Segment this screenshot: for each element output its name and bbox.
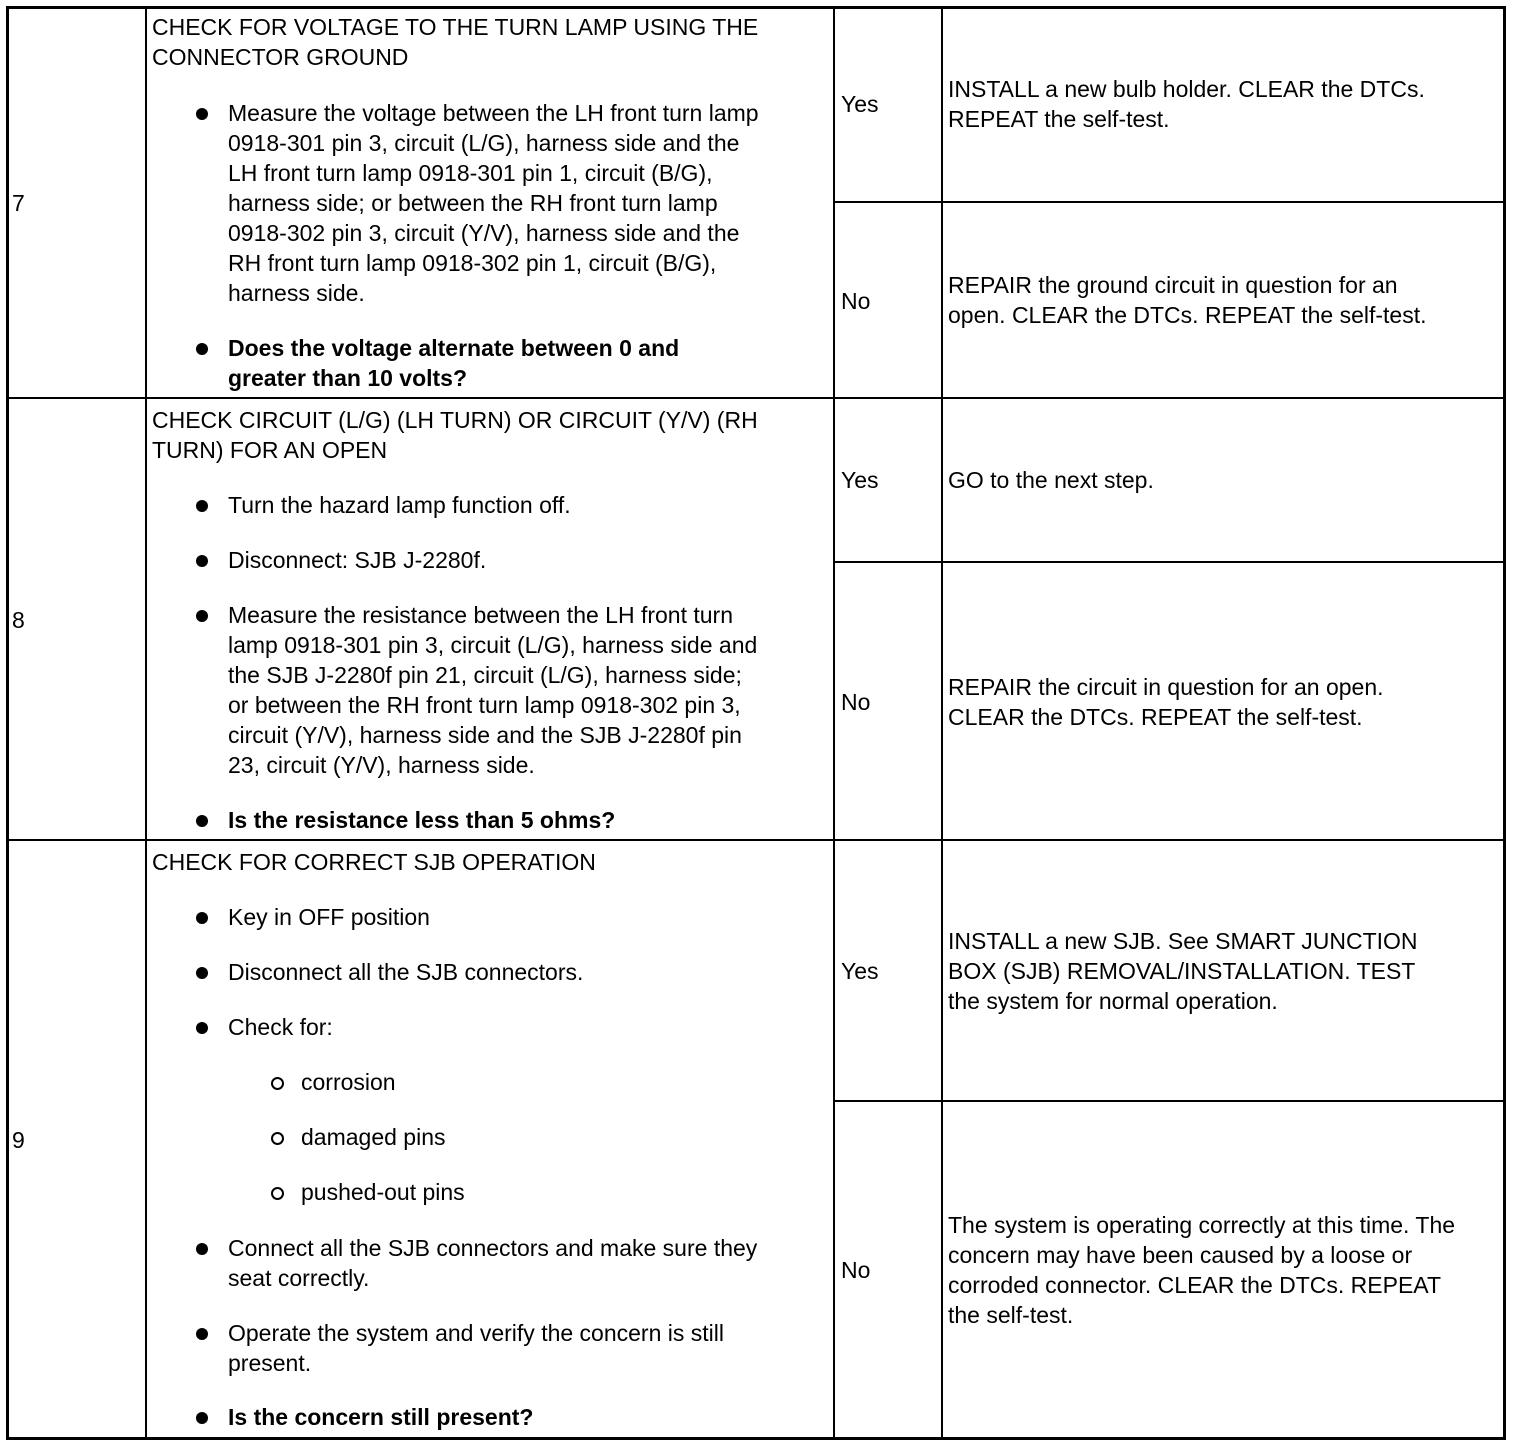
yes-action-line: GO to the next step. [948, 467, 1154, 493]
bullet-dot-icon [196, 1328, 208, 1340]
step-title-line: CHECK FOR VOLTAGE TO THE TURN LAMP USING THE [152, 14, 759, 40]
sub-bullet-text: damaged pins [301, 1124, 446, 1150]
sub-bullet-text: corrosion [301, 1069, 396, 1095]
bullet-text-line: 23, circuit (Y/V), harness side. [228, 752, 535, 778]
question-line: Is the concern still present? [228, 1404, 534, 1430]
yes-no-divider [834, 561, 1506, 563]
no-action-line: REPAIR the ground circuit in question for an [948, 272, 1398, 298]
step-number: 7 [12, 190, 25, 216]
bullet-text-line: Turn the hazard lamp function off. [228, 492, 571, 518]
no-action-line: open. CLEAR the DTCs. REPEAT the self-test. [948, 302, 1427, 328]
bullet-text-line: Operate the system and verify the concern is still [228, 1320, 724, 1346]
question-line: Does the voltage alternate between 0 and [228, 335, 680, 361]
no-action-line: corroded connector. CLEAR the DTCs. REPEAT [948, 1272, 1441, 1298]
step-title-line: CHECK FOR CORRECT SJB OPERATION [152, 849, 596, 875]
bullet-text-line: RH front turn lamp 0918-302 pin 1, circuit (B/G), [228, 250, 717, 276]
yes-action-line: REPEAT the self-test. [948, 106, 1170, 132]
sub-bullet-circle-icon [271, 1077, 284, 1090]
step-number: 9 [12, 1127, 25, 1153]
bullet-text-line: Connect all the SJB connectors and make sure they [228, 1235, 758, 1261]
bullet-text-line: harness side; or between the RH front turn lamp [228, 190, 718, 216]
bullet-dot-icon [196, 912, 208, 924]
bullet-dot-icon [196, 1022, 208, 1034]
bullet-text-line: or between the RH front turn lamp 0918-302 pin 3, [228, 692, 741, 718]
no-action-line: The system is operating correctly at this time. The [948, 1212, 1456, 1238]
sub-bullet-circle-icon [271, 1187, 284, 1200]
column-divider-result [941, 8, 943, 1438]
bullet-text-line: Key in OFF position [228, 904, 430, 930]
bullet-text-line: 0918-302 pin 3, circuit (Y/V), harness side and the [228, 220, 740, 246]
bullet-dot-icon [196, 108, 208, 120]
step-number: 8 [12, 607, 25, 633]
bullet-dot-icon [196, 555, 208, 567]
bullet-text-line: harness side. [228, 280, 365, 306]
yes-no-divider [834, 201, 1506, 203]
yes-action-line: BOX (SJB) REMOVAL/INSTALLATION. TEST [948, 958, 1416, 984]
bullet-text-line: Check for: [228, 1014, 333, 1040]
bullet-text-line: seat correctly. [228, 1265, 370, 1291]
bullet-text-line: LH front turn lamp 0918-301 pin 1, circuit (B/G), [228, 160, 713, 186]
yes-action-line: INSTALL a new SJB. See SMART JUNCTION [948, 928, 1418, 954]
bullet-dot-icon [196, 343, 208, 355]
question-line: Is the resistance less than 5 ohms? [228, 807, 616, 833]
no-action-line: the self-test. [948, 1302, 1074, 1328]
bullet-dot-icon [196, 1412, 208, 1424]
bullet-dot-icon [196, 500, 208, 512]
bullet-text-line: Disconnect: SJB J-2280f. [228, 547, 487, 573]
no-label: No [841, 1257, 871, 1283]
no-action-line: REPAIR the circuit in question for an open. [948, 674, 1384, 700]
yes-label: Yes [841, 467, 879, 493]
bullet-text-line: circuit (Y/V), harness side and the SJB J-2280f pin [228, 722, 742, 748]
bullet-dot-icon [196, 610, 208, 622]
bullet-text-line: Measure the voltage between the LH front turn lamp [228, 100, 759, 126]
row-divider [8, 839, 1506, 841]
bullet-text-line: lamp 0918-301 pin 3, circuit (L/G), harness side and [228, 632, 758, 658]
bullet-dot-icon [196, 967, 208, 979]
no-action-line: CLEAR the DTCs. REPEAT the self-test. [948, 704, 1363, 730]
yes-action-line: INSTALL a new bulb holder. CLEAR the DTCs. [948, 76, 1425, 102]
bullet-dot-icon [196, 815, 208, 827]
column-divider-action [833, 8, 835, 1438]
sub-bullet-circle-icon [271, 1132, 284, 1145]
column-divider-step [145, 8, 147, 1438]
bullet-dot-icon [196, 1243, 208, 1255]
bullet-text-line: the SJB J-2280f pin 21, circuit (L/G), harness side; [228, 662, 742, 688]
no-label: No [841, 288, 871, 314]
step-title-line: CHECK CIRCUIT (L/G) (LH TURN) OR CIRCUIT (Y/V) (RH [152, 407, 758, 433]
step-title-line: CONNECTOR GROUND [152, 44, 409, 70]
yes-action-line: the system for normal operation. [948, 988, 1278, 1014]
yes-no-divider [834, 1100, 1506, 1102]
yes-label: Yes [841, 91, 879, 117]
bullet-text-line: present. [228, 1350, 312, 1376]
no-action-line: concern may have been caused by a loose or [948, 1242, 1413, 1268]
row-divider [8, 397, 1506, 399]
bullet-text-line: Disconnect all the SJB connectors. [228, 959, 584, 985]
question-line: greater than 10 volts? [228, 365, 468, 391]
bullet-text-line: 0918-301 pin 3, circuit (L/G), harness side and the [228, 130, 740, 156]
no-label: No [841, 689, 871, 715]
bullet-text-line: Measure the resistance between the LH front turn [228, 602, 734, 628]
step-title-line: TURN) FOR AN OPEN [152, 437, 388, 463]
sub-bullet-text: pushed-out pins [301, 1179, 465, 1205]
yes-label: Yes [841, 958, 879, 984]
